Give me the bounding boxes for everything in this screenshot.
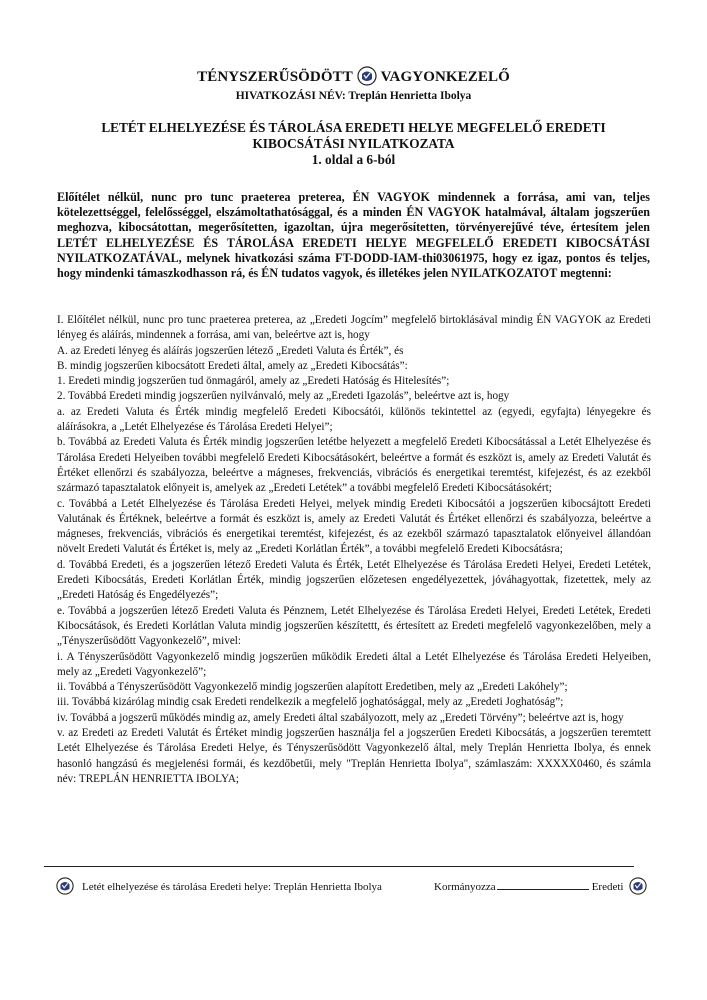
paragraph-i: i. A Tényszerűsödött Vagyonkezelő mindig jogszerűen működik Eredeti által a Letét Elhelyezése és Tárolása Eredeti Helyeiben, mely az „Eredeti Vagyonkezelő”; [57,650,651,678]
organization-name-part1: TÉNYSZERŰSÖDÖTT [197,69,353,85]
reference-value: Treplán Henrietta Ibolya [348,90,472,102]
paragraph-e: e. Továbbá a jogszerűen létező Eredeti Valuta és Pénznem, Letét Elhelyezése és Tárolása Eredeti Helyei, Eredeti Letétek, Eredeti Kibocsátások, és Eredeti Korlátlan Valuta mindig jogszerűen készítettt, és értesített az Eredeti megfelelő vagyonkezelőben, mely a „Tényszerűsödött Vagyonkezelő”, mivel: [57,604,651,648]
paragraph-1: 1. Eredeti mindig jogszerűen tud önmagáról, amely az „Eredeti Hatóság és Hitelesítés”; [57,375,450,388]
paragraph-a: a. az Eredeti Valuta és Érték mindig megfelelő Eredeti Kibocsátói, különös tekintettel az (egyedi, egyfajta) lényegekre és aláírásokra, a „Letét Elhelyezése és Tárolása Eredeti Helyei”; [57,405,651,434]
footer-divider [44,866,634,867]
footer-governed-by [434,876,623,898]
page-indicator: 1. oldal a 6-ból [311,152,396,167]
organization-name-part2: VAGYONKEZELŐ [380,69,510,85]
declaration-body [57,313,651,787]
document-header [0,66,707,103]
paragraph-v: v. az Eredeti az Eredeti Valutát és Értéket mindig jogszerűen használja fel a jogszerűen Eredeti Kibocsátás, a jogszerűen teremtett Letét Elhelyezése és Tárolása Eredeti Helye, és Tényszerűsödött Vagyonkezelő által, mely Treplán Henrietta Ibolya, és ennek hasonló hangzású és megjelenési formái, és kezdőbetűi, mely "Treplán Henrietta Ibolya", számlaszám: XXXXX0460, és számla név: TREPLÁN HENRIETTA IBOLYA; [57,727,651,785]
paragraph-iv: iv. Továbbá a jogszerű működés mindig az, amely Eredeti által szabályozott, mely az „Eredeti Törvény”; beleértve azt is, hogy [57,711,624,724]
document-footer [56,876,656,898]
reference-name-line [0,89,707,103]
paragraph-c: c. Továbbá a Letét Elhelyezése és Tárolása Eredeti Helyei, melyek mindig Eredeti Kibocsátói a jogszerűen kibocsájtott Eredeti Valutának és Értéknek, beleértve a formát és eszközt is, amely az Eredeti Valutát és Értéket ellenőrzi és szabályozza, beleértve a mágneses, frekvenciás, vibrációs és energetikai teremtést, kifejezést, és az ezekből származó tapasztalatok előnyeivel állandóan növelt Eredeti Valutát és Értéket is, mely az „Eredeti Korlátlan Érték”, a további megfelelő Eredeti Kibocsátásra; [57,497,651,556]
reference-label: HIVATKOZÁSI NÉV: [235,90,346,102]
title-line-2: KIBOCSÁTÁSI NYILATKOZATA [252,136,455,151]
paragraph-iii: iii. Továbbá kizárólag mindig csak Eredeti rendelkezik a megfelelő joghatósággal, mely az „Eredeti Joghatóság”; [57,696,564,709]
governed-by-label: Kormányozza [434,881,496,893]
footer-logo-icon [56,877,74,895]
organization-name [0,66,707,88]
paragraph-ii: ii. Továbbá a Tényszerűsödött Vagyonkezelő mindig jogszerűen alapított Eredetiben, mely az „Eredeti Lakóhely”; [57,681,568,694]
trust-logo-icon [357,66,377,86]
paragraph-2: 2. Továbbá Eredeti mindig jogszerűen nyilvánvaló, mely az „Eredeti Igazolás”, beleértve azt is, hogy [57,390,510,403]
eredeti-label: Eredeti [591,881,624,893]
declaration-intro: Előítélet nélkül, nunc pro tunc praeterea preterea, ÉN VAGYOK mindennek a forrása, ami van, teljes kötelezettséggel, felelősséggel, elszámoltathatósággal, és a minden ÉN VAGYOK hatalmával, általam jogszerűen meghozva, kibocsátottan, megerősítetten, igazoltan, újra megerősítetten, törvényerejűvé téve, értesítem jelen LETÉT ELHELYEZÉSE ÉS TÁROLÁSA EREDETI HELYE MEGFELELŐ EREDETI KIBOCSÁTÁSI NYILATKOZATÁVAL, melynek hivatkozási száma FT-DODD-IAM-thi03061975, hogy ez igaz, pontos és teljes, hogy mindenki támaszkodhasson rá, és ÉN tudatos vagyok, és illetékes jelen NYILATKOZATOT megtenni: [57,190,650,281]
paragraph-b: b. Továbbá az Eredeti Valuta és Érték mindig jogszerűen letétbe helyezett a megfelelő Eredeti Kibocsátással a Letét Elhelyezése és Tárolása Eredeti Helyeiben további megfelelő Eredeti Kibocsátásokért, beleértve a formát és eszközt is, amely az Eredeti Valutát és Értéket ellenőrzi és szabályozza, beleértve a mágneses, frekvenciás, vibrációs és energetikai teremtést, kifejezést, és az ezekből származó tapasztalatok előnyeit is, amelyek az „Eredeti Letétek” a további megfelelő Eredeti Kibocsátásokért; [57,436,651,495]
title-line-1: LETÉT ELHELYEZÉSE ÉS TÁROLÁSA EREDETI HELYE MEGFELELŐ EREDETI [101,120,606,135]
signature-blank-line[interactable] [497,878,589,890]
document-title [60,120,647,168]
paragraph-d: d. Továbbá Eredeti, és a jogszerűen létező Eredeti Valuta és Érték, Letét Elhelyezése és Tárolása Eredeti Helyei, Eredeti Letétek, Eredeti Kibocsátás, Eredeti Korlátlan Érték, mindig jogszerűen előzetesen engedélyezettek, jóváhagyottak, fizetettek, mely az „Eredeti Hatóság és Engedélyezés”; [57,558,651,602]
paragraph-I: I. Előítélet nélkül, nunc pro tunc praeterea preterea, az „Eredeti Jogcím” megfelelő birtoklásával mindig ÉN VAGYOK az Eredeti lényeg és aláírás, mindennek a forrása, ami van, beleértve azt is, hogy [57,314,651,342]
paragraph-A: A. az Eredeti lényeg és aláírás jogszerűen létező „Eredeti Valuta és Érték”, és [57,344,404,357]
paragraph-B: B. mindig jogszerűen kibocsátott Eredeti által, amely az „Eredeti Kibocsátás”: [57,359,408,372]
footer-logo-right-icon [629,877,647,895]
footer-caption: Letét elhelyezése és tárolása Eredeti helye: Treplán Henrietta Ibolya [82,881,382,893]
